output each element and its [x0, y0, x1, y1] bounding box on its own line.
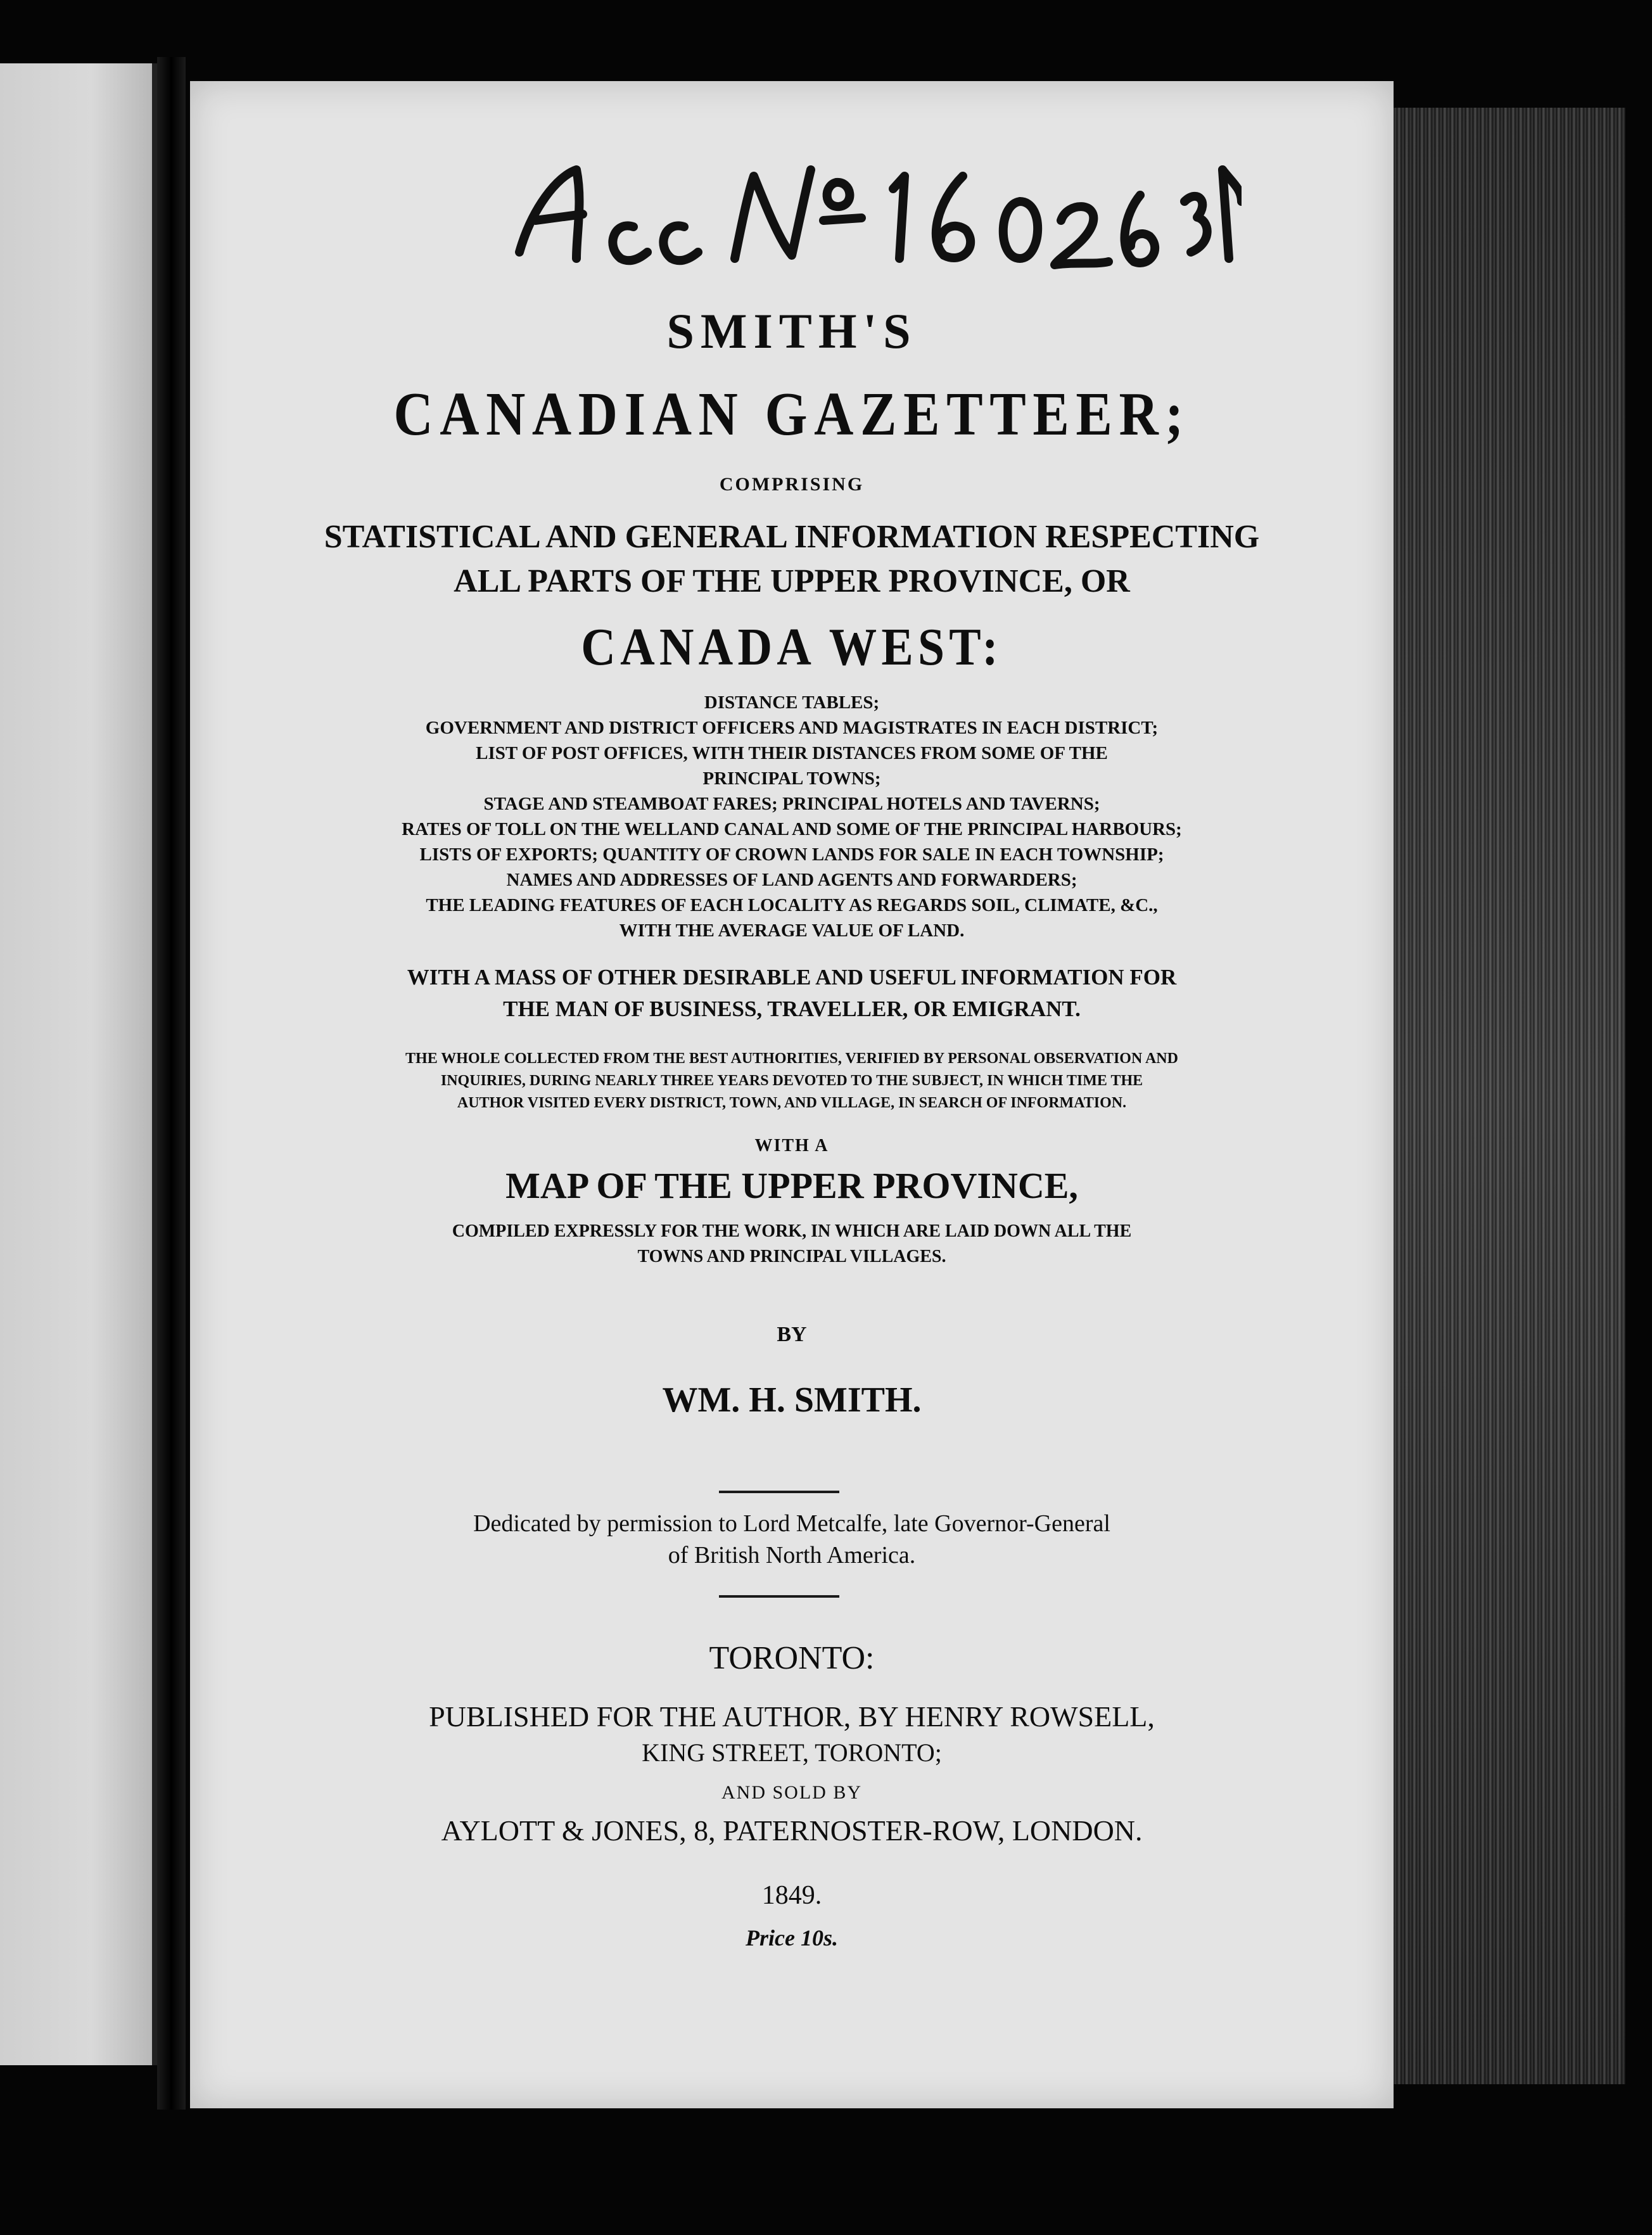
statistical-line-2: ALL PARTS OF THE UPPER PROVINCE, OR — [454, 563, 1130, 599]
contents-line: GOVERNMENT AND DISTRICT OFFICERS AND MAGISTRATES IN EACH DISTRICT; — [425, 718, 1159, 738]
place-of-publication: TORONTO: — [709, 1640, 875, 1676]
statistical-line-1: STATISTICAL AND GENERAL INFORMATION RESPECTING — [324, 519, 1260, 555]
seller-line: AYLOTT & JONES, 8, PATERNOSTER-ROW, LONDON. — [441, 1814, 1143, 1847]
divider-rule — [719, 1491, 839, 1493]
compiled-line-2: TOWNS AND PRINCIPAL VILLAGES. — [637, 1247, 946, 1266]
map-title: MAP OF THE UPPER PROVINCE, — [505, 1165, 1078, 1206]
page-edges — [1356, 108, 1625, 2084]
canada-west-heading: CANADA WEST: — [581, 618, 1003, 677]
whole-line-2: INQUIRIES, DURING NEARLY THREE YEARS DEVOTED TO THE SUBJECT, IN WHICH TIME THE — [440, 1073, 1143, 1089]
mass-line-1: WITH A MASS OF OTHER DESIRABLE AND USEFUL INFORMATION FOR — [407, 965, 1177, 990]
author-name: WM. H. SMITH. — [662, 1380, 922, 1420]
sold-by-label: AND SOLD BY — [721, 1782, 862, 1803]
dedication-line-1: Dedicated by permission to Lord Metcalfe, late Governor-General — [473, 1510, 1110, 1537]
contents-line: STAGE AND STEAMBOAT FARES; PRINCIPAL HOTELS AND TAVERNS; — [483, 794, 1100, 814]
handwritten-accession-note — [481, 132, 1242, 296]
divider-rule — [719, 1595, 839, 1598]
publisher-line-1: PUBLISHED FOR THE AUTHOR, BY HENRY ROWSELL, — [429, 1700, 1155, 1733]
with-a-label: WITH A — [754, 1136, 829, 1156]
contents-line: RATES OF TOLL ON THE WELLAND CANAL AND SOME OF THE PRINCIPAL HARBOURS; — [402, 819, 1182, 839]
compiled-line-1: COMPILED EXPRESSLY FOR THE WORK, IN WHICH ARE LAID DOWN ALL THE — [452, 1221, 1132, 1241]
title-line-2: CANADIAN GAZETTEER; — [393, 380, 1190, 449]
publication-year: 1849. — [761, 1881, 822, 1910]
book-gutter — [157, 57, 186, 2110]
contents-line: WITH THE AVERAGE VALUE OF LAND. — [619, 920, 965, 941]
publisher-line-2: KING STREET, TORONTO; — [642, 1738, 942, 1767]
title-line-1: SMITH'S — [666, 303, 917, 359]
dedication-line-2: of British North America. — [668, 1542, 916, 1569]
contents-line: NAMES AND ADDRESSES OF LAND AGENTS AND FORWARDERS; — [506, 870, 1077, 890]
contents-line: LIST OF POST OFFICES, WITH THEIR DISTANCES FROM SOME OF THE — [476, 743, 1108, 763]
title-page — [190, 81, 1394, 2108]
comprising-label: COMPRISING — [719, 474, 865, 495]
contents-line: LISTS OF EXPORTS; QUANTITY OF CROWN LANDS FOR SALE IN EACH TOWNSHIP; — [419, 844, 1164, 865]
price-label: Price 10s. — [746, 1925, 838, 1951]
left-facing-page — [0, 63, 157, 2065]
whole-line-3: AUTHOR VISITED EVERY DISTRICT, TOWN, AND VILLAGE, IN SEARCH OF INFORMATION. — [457, 1095, 1127, 1111]
mass-line-2: THE MAN OF BUSINESS, TRAVELLER, OR EMIGRANT. — [503, 997, 1081, 1021]
contents-line: DISTANCE TABLES; — [704, 692, 880, 713]
contents-line: PRINCIPAL TOWNS; — [702, 768, 881, 789]
contents-line: THE LEADING FEATURES OF EACH LOCALITY AS REGARDS SOIL, CLIMATE, &C., — [426, 895, 1158, 915]
whole-line-1: THE WHOLE COLLECTED FROM THE BEST AUTHORITIES, VERIFIED BY PERSONAL OBSERVATION AND — [405, 1050, 1178, 1067]
by-label: BY — [777, 1323, 807, 1346]
